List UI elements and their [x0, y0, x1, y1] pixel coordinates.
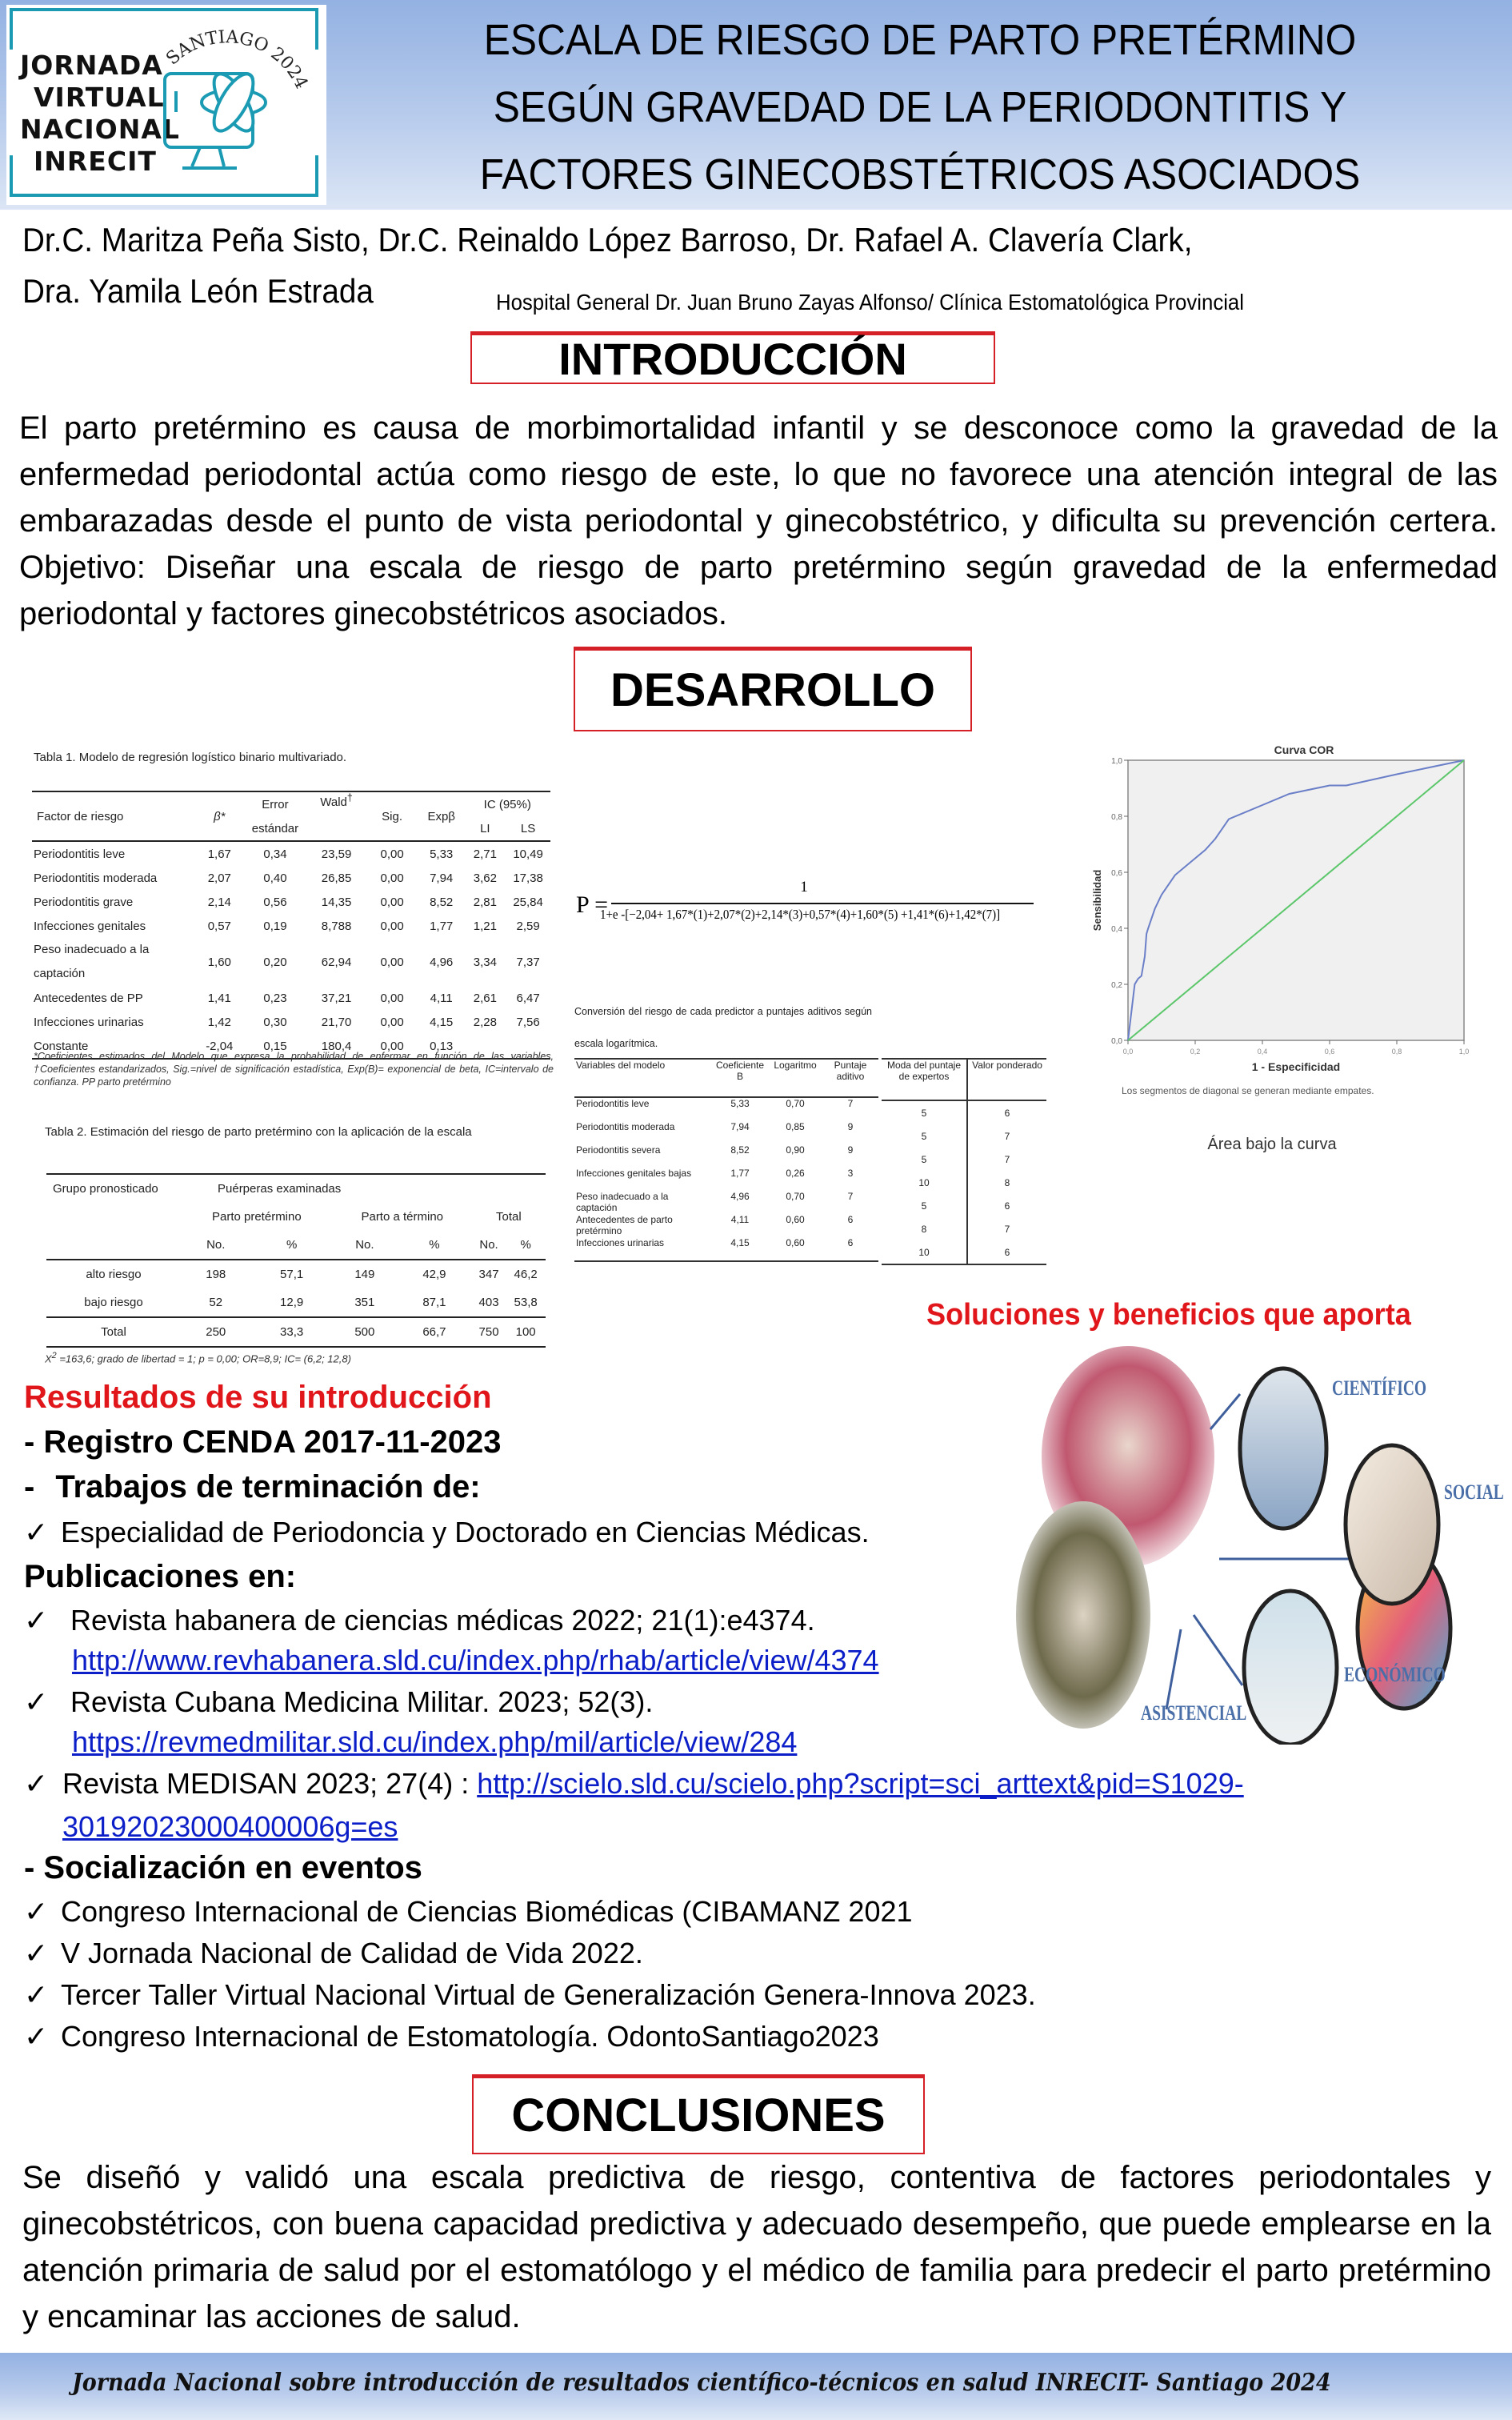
t2-header-pct: %: [251, 1231, 333, 1260]
check-icon: ✓: [24, 1895, 49, 1928]
t1-cell-ls: 2,59: [516, 919, 540, 933]
table3-expert-row: [882, 1194, 1046, 1217]
t1-header-exp: Expβ: [427, 809, 455, 823]
chart-footnote: Los segmentos de diagonal se generan mediante empates.: [1122, 1085, 1374, 1096]
event-text: Tercer Taller Virtual Nacional Virtual de Generalización Genera-Innova 2023.: [61, 1978, 1036, 2011]
x-tick-label: 0,2: [1190, 1048, 1201, 1056]
chi-exponent: 2: [51, 1351, 57, 1360]
t1-cell-li: 1,21: [473, 919, 497, 933]
table3-row: [574, 1121, 878, 1144]
t2-header-total: Total: [496, 1210, 522, 1224]
t2-header-term: Parto a término: [361, 1210, 444, 1224]
t2-cell-pre_no: 250: [181, 1317, 251, 1347]
t3-cell-mode: 5: [882, 1194, 967, 1217]
roc-chart: [1088, 732, 1512, 1276]
table3-expert-row: [882, 1100, 1046, 1124]
t1-cell-exp: 4,96: [430, 955, 454, 969]
t1-cell-factor: Peso inadecuado a la captación: [34, 943, 150, 980]
table2-caption: Tabla 2. Estimación del riesgo de parto pretérmino con la aplicación de la escala: [45, 1125, 472, 1139]
y-axis: [1111, 757, 1128, 1046]
t3-cell-log: 0,60: [786, 1214, 805, 1225]
logo-arc-label: SANTIAGO 2024: [162, 27, 312, 93]
publication-link[interactable]: http://www.revhabanera.sld.cu/index.php/rhab/article/view/4374: [72, 1644, 879, 1677]
t1-cell-beta: 1,60: [207, 955, 231, 969]
authors-line: Dra. Yamila León Estrada: [22, 272, 374, 310]
t1-cell-exp: 0,13: [418, 1034, 465, 1059]
t1-cell-factor: Periodontitis grave: [34, 895, 134, 909]
t2-cell-group: alto riesgo: [86, 1268, 142, 1281]
table3-expert-row: [882, 1171, 1046, 1194]
t1-cell-ls: 7,56: [516, 1015, 540, 1029]
connector-line: [1194, 1615, 1242, 1685]
t2-header-no: No.: [333, 1231, 397, 1260]
t3-cell-mode: 5: [882, 1124, 967, 1148]
t1-header-beta: β*: [214, 809, 226, 823]
t1-cell-exp: 4,15: [430, 1015, 454, 1029]
t3-header-mode-2: de expertos: [898, 1071, 950, 1082]
t3-cell-coef: 4,15: [712, 1237, 768, 1261]
benefit-label-cientifico: CIENTÍFICO: [1332, 1376, 1427, 1400]
t2-cell-pre_no: 52: [181, 1288, 251, 1317]
benefit-label-asistencial: ASISTENCIAL: [1141, 1701, 1247, 1725]
t1-cell-sig: 0,00: [380, 1015, 404, 1029]
t3-cell-variable: Periodontitis severa: [576, 1144, 661, 1156]
results-publicaciones: Publicaciones en:: [24, 1559, 297, 1594]
t3-cell-mode: 5: [882, 1100, 967, 1124]
t3-cell-log: 0,26: [786, 1168, 805, 1179]
t2-cell-tot_no: 403: [472, 1288, 506, 1317]
conclusions-text: Se diseñó y validó una escala predictiva de riesgo, contentiva de factores periodontales y ginecobstétricos, con buena capacidad predictiva y adecuado desempeño, que puede emplearse en la atención primaria de salud por el estomatólogo y el médico de familia para predecir el parto pretérmino y encaminar las acciones de salud.: [22, 2160, 1491, 2334]
t1-cell-sig: 0,00: [380, 919, 404, 933]
y-tick-label: 1,0: [1111, 757, 1122, 766]
t1-cell-wald: 21,70: [321, 1015, 352, 1029]
t3-cell-score: 3: [847, 1168, 854, 1179]
results-heading: Resultados de su introducción: [24, 1380, 492, 1415]
title-line: SEGÚN GRAVEDAD DE LA PERIODONTITIS Y: [493, 83, 1347, 131]
t1-cell-li: 2,71: [473, 847, 497, 861]
table3-row: [574, 1097, 878, 1121]
table3-expert-row: [882, 1124, 1046, 1148]
check-icon: ✓: [24, 2020, 49, 2053]
y-tick-label: 0,0: [1111, 1037, 1122, 1046]
logo-line: VIRTUAL: [34, 82, 165, 113]
t1-cell-sig: 0,00: [380, 895, 404, 909]
t1-cell-beta: -2,04: [195, 1034, 243, 1059]
table2-note: [45, 1351, 351, 1364]
publication-link-cont[interactable]: 30192023000400006g=es: [62, 1810, 398, 1843]
t1-header-wald: [307, 791, 366, 816]
t2-header-pct: %: [397, 1231, 472, 1260]
table2-row: [46, 1260, 546, 1288]
t1-cell-li: 2,28: [473, 1015, 497, 1029]
t3-cell-score: 9: [847, 1121, 854, 1132]
table3-row: [574, 1237, 878, 1261]
t1-cell-sig: 0,00: [380, 991, 404, 1005]
logistic-formula: [576, 879, 1024, 936]
y-tick-label: 0,4: [1111, 925, 1122, 934]
affiliation: Hospital General Dr. Juan Bruno Zayas Alfonso/ Clínica Estomatológica Provincial: [496, 290, 1244, 315]
event-item: [24, 1978, 1036, 2012]
t1-cell-ls: 17,38: [513, 871, 543, 885]
t3-cell-log: 0,60: [768, 1237, 822, 1261]
y-axis-label: Sensibilidad: [1091, 869, 1103, 932]
results-socializacion: - Socialización en eventos: [24, 1850, 422, 1885]
publication-text: Revista MEDISAN 2023; 27(4) :: [62, 1767, 478, 1800]
t1-cell-beta: 0,57: [207, 919, 231, 933]
benefit-label-social: SOCIAL: [1444, 1480, 1504, 1504]
t3-cell-score: 6: [847, 1214, 854, 1225]
t1-header-ls: LS: [520, 821, 536, 835]
y-tick-label: 0,8: [1111, 813, 1122, 822]
t3-header-mode: [882, 1059, 967, 1100]
y-tick-label: 0,2: [1111, 981, 1122, 990]
poster-title: [382, 6, 1457, 208]
t1-cell-beta: 2,07: [207, 871, 231, 885]
t1-cell-beta: 1,42: [207, 1015, 231, 1029]
y-tick-label: 0,6: [1111, 869, 1122, 878]
t1-cell-factor: Antecedentes de PP: [34, 991, 143, 1005]
authors-line: Dr.C. Maritza Peña Sisto, Dr.C. Reinaldo López Barroso, Dr. Rafael A. Clavería Clark,: [22, 221, 1193, 258]
t3-cell-weighted: 6: [1004, 1200, 1010, 1212]
t1-cell-beta: 1,41: [207, 991, 231, 1005]
t3-cell-variable: Infecciones urinarias: [574, 1237, 712, 1261]
t3-cell-mode: 5: [882, 1148, 967, 1171]
pregnant-woman-photo: [1346, 1445, 1438, 1604]
t2-cell-tot_no: 347: [478, 1268, 499, 1281]
t1-cell-exp: 4,11: [430, 991, 453, 1005]
t2-header-pct: %: [506, 1231, 546, 1260]
t2-header-no: No.: [472, 1231, 506, 1260]
t1-cell-factor: Constante: [32, 1034, 195, 1059]
results-especialidad: [24, 1516, 870, 1549]
t1-cell-factor: Periodontitis leve: [34, 847, 126, 861]
table3-expert-row: [882, 1217, 1046, 1240]
t3-header-score: [822, 1059, 878, 1097]
t3-cell-variable: Infecciones genitales bajas: [576, 1168, 692, 1179]
chi-symbol: X: [45, 1352, 52, 1365]
event-item: [24, 1895, 913, 1929]
t3-cell-score: 9: [847, 1144, 854, 1156]
event-item: [24, 2020, 879, 2053]
t1-cell-exp: 7,94: [430, 871, 454, 885]
table3-expert-row: [882, 1240, 1046, 1264]
footer-text: Jornada Nacional sobre introducción de resultados científico-técnicos en salud INRECIT- Santiago 2024: [72, 2369, 1331, 2397]
t3-cell-coef: 4,96: [730, 1191, 750, 1202]
table3-row: [574, 1191, 878, 1214]
t3-cell-score: 6: [822, 1237, 878, 1261]
t1-cell-exp: 1,77: [430, 919, 454, 933]
t1-cell-beta: 1,67: [207, 847, 231, 861]
t1-cell-wald: 180,4: [307, 1034, 366, 1059]
t3-cell-coef: 1,77: [730, 1168, 750, 1179]
section-heading-desarrollo: DESARROLLO: [574, 647, 972, 731]
t3-cell-coef: 8,52: [730, 1144, 750, 1156]
t3-cell-log: 0,70: [786, 1098, 805, 1109]
t1-cell-wald: 23,59: [321, 847, 352, 861]
t3-cell-coef: 4,11: [730, 1214, 750, 1225]
section-heading-conclusiones: CONCLUSIONES: [472, 2074, 925, 2154]
benefit-label-economico: ECONÓMICO: [1344, 1663, 1446, 1686]
t2-cell-tot_pct: 100: [506, 1317, 546, 1347]
check-icon: ✓: [24, 1767, 49, 1800]
table3-caption: Conversión del riesgo de cada predictor a puntajes aditivos según escala logarítmica.: [574, 1006, 872, 1049]
table3-row: [574, 1168, 878, 1191]
t1-cell-sig: 0,00: [366, 1034, 418, 1059]
event-item: [24, 1937, 643, 1970]
scientific-team-photo: [1240, 1368, 1326, 1529]
t2-header-examined: Puérperas examinadas: [181, 1174, 546, 1203]
t2-cell-group: Total: [46, 1317, 181, 1347]
formula-numerator: 1: [800, 879, 808, 895]
t2-cell-tot_pct: 53,8: [506, 1288, 546, 1317]
x-tick-label: 0,0: [1122, 1048, 1134, 1056]
table1-row: [32, 914, 550, 938]
t1-cell-se: 0,34: [263, 847, 287, 861]
t1-header-error-2: estándar: [251, 821, 299, 835]
table2-row: [46, 1288, 546, 1317]
t3-cell-log: 0,85: [786, 1121, 805, 1132]
t3-cell-weighted: 8: [1004, 1176, 1010, 1188]
t3-cell-log: 0,90: [786, 1144, 805, 1156]
t1-cell-wald: 8,788: [321, 919, 352, 933]
event-text: Congreso Internacional de Estomatología. OdontoSantiago2023: [61, 2020, 879, 2053]
results-registro: - Registro CENDA 2017-11-2023: [24, 1424, 502, 1460]
t1-cell-se: 0,15: [243, 1034, 307, 1059]
t1-cell-beta: 2,14: [207, 895, 231, 909]
t1-cell-se: 0,30: [263, 1015, 287, 1029]
table1: [32, 791, 550, 1060]
t1-cell-ls: 10,49: [513, 847, 543, 861]
t1-cell-li: 3,62: [473, 871, 497, 885]
t1-header-error: Error: [262, 797, 289, 811]
t1-cell-factor: Infecciones urinarias: [34, 1015, 144, 1029]
event-text: V Jornada Nacional de Calidad de Vida 2022.: [61, 1937, 643, 1969]
t3-cell-score: 7: [847, 1098, 854, 1109]
t1-cell-ls: 6,47: [516, 991, 540, 1005]
introduction-text: El parto pretérmino es causa de morbimortalidad infantil y se desconoce como la gravedad de la enfermedad periodontal actúa como riesgo de este, lo que no favorece una atención integral de las embarazadas desde el punto de vista periodontal y ginecobstétrico, y dificulta su prevención certera. Objetivo: Diseñar una escala de riesgo de parto pretérmino según gravedad de la enfermedad periodontal y factores ginecobstétricos asociados.: [19, 411, 1498, 631]
t1-cell-exp: 5,33: [430, 847, 454, 861]
t3-header-log: Logaritmo: [768, 1059, 822, 1097]
t3-header-score-2: aditivo: [836, 1071, 865, 1082]
t1-cell-wald: 62,94: [321, 955, 352, 969]
t3-cell-score: 7: [847, 1191, 854, 1202]
event-text: Congreso Internacional de Ciencias Biomédicas (CIBAMANZ 2021: [61, 1895, 913, 1928]
t2-cell-term_no: 149: [354, 1268, 375, 1281]
t3-cell-variable: Periodontitis moderada: [576, 1121, 675, 1132]
x-tick-label: 0,6: [1324, 1048, 1335, 1056]
t1-cell-li: 3,34: [473, 955, 497, 969]
table3: [574, 1058, 878, 1262]
t2-cell-term_pct: 87,1: [397, 1288, 472, 1317]
t1-cell-wald: 37,21: [321, 991, 352, 1005]
t1-cell-sig: 0,00: [380, 871, 404, 885]
check-icon: ✓: [24, 1685, 49, 1718]
check-icon: ✓: [24, 1978, 49, 2011]
t3-cell-variable: Periodontitis leve: [576, 1098, 650, 1109]
t2-header-no: No.: [181, 1231, 251, 1260]
check-icon: ✓: [24, 1937, 49, 1969]
formula-fraction-bar: [611, 903, 1034, 904]
publication-item-medisan: [24, 1767, 1244, 1801]
t3-cell-coef: 7,94: [730, 1121, 750, 1132]
t1-cell-sig: 0,00: [380, 847, 404, 861]
t2-cell-term_pct: 66,7: [397, 1317, 472, 1347]
t1-cell-se: 0,40: [263, 871, 287, 885]
t1-cell-se: 0,23: [263, 991, 287, 1005]
publication-text: Revista Cubana Medicina Militar. 2023; 52(3).: [70, 1685, 654, 1718]
connector-line: [1210, 1394, 1240, 1429]
t3-cell-weighted: 6: [1004, 1107, 1010, 1119]
t3-cell-coef: 5,33: [730, 1098, 750, 1109]
table1-caption: Tabla 1. Modelo de regresión logístico binario multivariado.: [34, 751, 347, 764]
connector-line: [1166, 1629, 1181, 1709]
chart-title: Curva COR: [1274, 743, 1334, 756]
t3-cell-variable: Antecedentes de parto pretérmino: [576, 1214, 673, 1236]
publication-text: Revista habanera de ciencias médicas 2022; 21(1):e4374.: [70, 1604, 815, 1637]
x-tick-label: 0,4: [1257, 1048, 1268, 1056]
publication-link-row: [62, 1810, 398, 1844]
t1-header-sig: Sig.: [382, 809, 403, 823]
benefits-title: Soluciones y beneficios que aporta: [926, 1298, 1411, 1332]
table1-note: *Coeficientes estimados del Modelo que expresa la probabilidad de enfermar en función de las variables, †Coeficientes estandarizados, Sig.=nivel de significación estadística, Exp(B)= exponencial de beta, IC=intervalo de confianza. PP parto pretérmino: [34, 1051, 554, 1088]
t2-cell-pre_pct: 33,3: [251, 1317, 333, 1347]
t2-header-blank: [46, 1203, 181, 1231]
formula-denominator: 1+e -[−2,04+ 1,67*(1)+2,07*(2)+2,14*(3)+0,57*(4)+1,60*(5) +1,41*(6)+1,42*(7)]: [600, 907, 1001, 922]
title-line: FACTORES GINECOBSTÉTRICOS ASOCIADOS: [479, 150, 1361, 198]
t3-cell-weighted: 7: [1004, 1153, 1010, 1165]
table1-row: [32, 938, 550, 986]
x-axis: [1123, 1040, 1470, 1056]
table1-row: [32, 1010, 550, 1034]
t2-cell-pre_pct: 12,9: [251, 1288, 333, 1317]
t1-header-li: LI: [480, 821, 490, 835]
logo-line: JORNADA: [20, 50, 163, 81]
t3-cell-log: 0,70: [786, 1191, 805, 1202]
t3-header-variable: Variables del modelo: [574, 1059, 712, 1097]
t1-header-factor: Factor de riesgo: [37, 809, 124, 823]
t1-cell-li: 2,81: [473, 895, 497, 909]
especialidad-text: Especialidad de Periodoncia y Doctorado en Ciencias Médicas.: [61, 1516, 870, 1549]
table3-row: [574, 1214, 878, 1237]
publication-link-row: [72, 1725, 797, 1759]
table1-row: [32, 866, 550, 890]
t1-cell-exp: 8,52: [430, 895, 454, 909]
t3-cell-weighted: 7: [1004, 1223, 1010, 1235]
t3-header-score-1: Puntaje: [834, 1060, 867, 1071]
chi-text: =163,6; grado de libertad = 1; p = 0,00; OR=8,9; IC= (6,2; 12,8): [56, 1352, 351, 1365]
t1-cell-se: 0,20: [263, 955, 287, 969]
x-axis-label: 1 - Especificidad: [1251, 1060, 1341, 1073]
t3-cell-weighted: 7: [1004, 1130, 1010, 1142]
trabajos-label: Trabajos de terminación de:: [55, 1469, 481, 1504]
t2-header-blank: [46, 1231, 181, 1260]
title-line: ESCALA DE RIESGO DE PARTO PRETÉRMINO: [483, 16, 1357, 64]
table1-row: [32, 890, 550, 914]
t2-cell-term_pct: 42,9: [422, 1268, 446, 1281]
t1-cell-se: 0,19: [263, 919, 287, 933]
check-icon: ✓: [24, 1604, 49, 1637]
t3-header-coef: Coeficiente B: [712, 1059, 768, 1097]
t2-cell-group: bajo riesgo: [46, 1288, 181, 1317]
t1-cell-se: 0,56: [263, 895, 287, 909]
x-tick-label: 0,8: [1391, 1048, 1402, 1056]
t1-wald-label: Wald: [320, 795, 347, 809]
t3-cell-weighted: 6: [967, 1240, 1046, 1264]
t2-header-preterm: Parto pretérmino: [211, 1210, 302, 1224]
logo-line: NACIONAL: [20, 114, 180, 145]
t1-cell-ls: 7,37: [516, 955, 540, 969]
t2-cell-tot_no: 750: [472, 1317, 506, 1347]
benefits-collage: [1016, 1344, 1512, 1745]
t1-cell-wald: 26,85: [321, 871, 352, 885]
t2-cell-term_no: 500: [333, 1317, 397, 1347]
t1-cell-factor: Periodontitis moderada: [34, 871, 158, 885]
logo-line: INRECIT: [34, 146, 157, 177]
publication-link-row: [72, 1644, 879, 1677]
t3-cell-mode: 8: [882, 1217, 967, 1240]
t3-header-weighted: Valor ponderado: [967, 1059, 1046, 1100]
publication-link[interactable]: http://scielo.sld.cu/scielo.php?script=sci_arttext&pid=S1029-: [477, 1767, 1244, 1800]
t2-cell-pre_no: 198: [206, 1268, 226, 1281]
t1-header-ic: IC (95%): [483, 797, 531, 811]
table3-expert-row: [882, 1148, 1046, 1171]
results-trabajos: [24, 1469, 481, 1505]
t3-cell-mode: 10: [882, 1240, 967, 1264]
t2-cell-tot_pct: 46,2: [514, 1268, 538, 1281]
dentist-photo: [1016, 1501, 1150, 1729]
t3-cell-variable: Peso inadecuado a la captación: [576, 1191, 669, 1213]
t1-cell-sig: 0,00: [380, 955, 404, 969]
formula-lhs: P =: [576, 891, 608, 918]
t1-cell-wald: 14,35: [321, 895, 352, 909]
table1-row: [32, 986, 550, 1010]
dash-bullet: -: [24, 1469, 35, 1504]
table1-row: [32, 841, 550, 866]
chart-caption: Área bajo la curva: [1207, 1136, 1337, 1153]
t3-header-mode-1: Moda del puntaje: [886, 1060, 962, 1071]
x-tick-label: 1,0: [1458, 1048, 1470, 1056]
t2-cell-term_no: 351: [333, 1288, 397, 1317]
section-heading-introduccion: INTRODUCCIÓN: [470, 331, 995, 384]
t1-wald-mark: †: [346, 792, 353, 803]
monitor-atom-icon: [160, 56, 280, 184]
t1-cell-li: 2,61: [473, 991, 497, 1005]
t2-cell-pre_pct: 57,1: [280, 1268, 304, 1281]
t1-header-blank: [307, 816, 366, 841]
publication-link[interactable]: https://revmedmilitar.sld.cu/index.php/mil/article/view/284: [72, 1725, 798, 1758]
t1-cell-ls: 25,84: [513, 895, 543, 909]
t1-cell-factor: Infecciones genitales: [34, 919, 146, 933]
publication-item: [24, 1604, 815, 1637]
table3-row: [574, 1144, 878, 1168]
table2-row: [46, 1317, 546, 1347]
t3-cell-mode: 10: [882, 1171, 967, 1194]
table2: [46, 1173, 546, 1348]
publication-item: [24, 1685, 653, 1719]
check-icon: ✓: [24, 1516, 49, 1549]
t2-header-group: Grupo pronosticado: [46, 1174, 181, 1203]
table3-experts: [882, 1058, 1046, 1265]
